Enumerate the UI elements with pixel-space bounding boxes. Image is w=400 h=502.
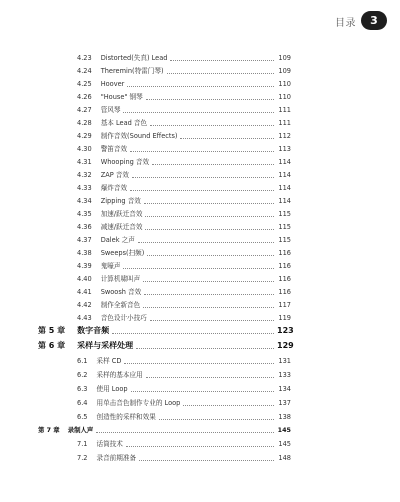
toc-entry-number: 6.4 xyxy=(77,399,88,407)
toc-entry-title: 创造性的采样和效果 xyxy=(96,413,156,421)
toc-dot-leader xyxy=(136,347,274,349)
toc-section-row[interactable] xyxy=(77,232,291,245)
toc-dot-leader xyxy=(167,72,274,74)
toc-entry-number: 4.30 xyxy=(77,145,92,153)
toc-entry-title: 鬼嚎声 xyxy=(100,262,121,270)
toc-dot-leader xyxy=(123,111,274,113)
toc-entry-page: 113 xyxy=(278,145,291,153)
toc-entry-page: 116 xyxy=(278,288,291,296)
toc-entry-page: 114 xyxy=(278,171,291,179)
toc-entry-number: 6.1 xyxy=(77,357,88,365)
toc-section-row[interactable] xyxy=(77,102,291,115)
toc-dot-leader xyxy=(126,445,274,447)
toc-entry-title: Hoover xyxy=(100,80,125,88)
toc-entry-title: Zipping 音效 xyxy=(100,197,141,205)
toc-dot-leader xyxy=(150,124,274,126)
toc-section-row[interactable] xyxy=(77,180,291,193)
toc-entry-title: 爆炸音效 xyxy=(100,184,128,192)
toc-entry-page: 133 xyxy=(278,371,291,379)
toc-section-row[interactable] xyxy=(77,50,291,63)
toc-entry-title: Theremin(特雷门琴) xyxy=(100,67,164,75)
toc-dot-leader xyxy=(170,59,274,61)
toc-entry-title: 基本 Lead 音色 xyxy=(100,119,148,127)
toc-entry-number: 4.35 xyxy=(77,210,92,218)
toc-entry-number: 4.43 xyxy=(77,314,92,322)
toc-section-row[interactable] xyxy=(77,193,291,206)
toc-entry-number: 4.42 xyxy=(77,301,92,309)
toc-entry-page: 115 xyxy=(278,210,291,218)
toc-entry-page: 123 xyxy=(277,326,294,335)
toc-dot-leader xyxy=(123,267,274,269)
toc-entry-page: 138 xyxy=(278,413,291,421)
toc-dot-leader xyxy=(145,215,274,217)
toc-section-row[interactable] xyxy=(77,141,291,154)
toc-entry-page: 145 xyxy=(277,426,291,434)
toc-section-row[interactable] xyxy=(77,271,291,284)
toc-dot-leader xyxy=(180,137,274,139)
toc-entry-title: 录制人声 xyxy=(67,426,94,434)
toc-section-row[interactable] xyxy=(77,115,291,128)
toc-entry-number: 4.26 xyxy=(77,93,92,101)
toc-entry-page: 129 xyxy=(277,341,294,350)
toc-section-row[interactable] xyxy=(77,206,291,219)
toc-entry-page: 110 xyxy=(278,80,291,88)
toc-entry-number: 4.34 xyxy=(77,197,92,205)
toc-entry-number: 4.24 xyxy=(77,67,92,75)
toc-entry-number: 4.32 xyxy=(77,171,92,179)
toc-section-row[interactable] xyxy=(77,353,291,366)
toc-entry-number: 4.39 xyxy=(77,262,92,270)
toc-dot-leader xyxy=(131,390,274,392)
toc-entry-title: Swoosh 音效 xyxy=(100,288,142,296)
toc-entry-page: 115 xyxy=(278,223,291,231)
toc-entry-title: 使用 Loop xyxy=(96,385,128,393)
toc-entry-number: 4.41 xyxy=(77,288,92,296)
toc-entry-number: 4.37 xyxy=(77,236,92,244)
toc-entry-page: 116 xyxy=(278,275,291,283)
toc-entry-title: 警笛音效 xyxy=(100,145,128,153)
toc-entry-title: 管风琴 xyxy=(100,106,121,114)
toc-dot-leader xyxy=(112,332,274,334)
toc-chapter-row[interactable] xyxy=(38,323,294,336)
toc-section-row[interactable] xyxy=(77,395,291,408)
toc-dot-leader xyxy=(145,228,274,230)
toc-dot-leader xyxy=(183,404,274,406)
toc-section-row[interactable] xyxy=(77,245,291,258)
toc-entry-number: 7.2 xyxy=(77,454,88,462)
toc-entry-page: 148 xyxy=(278,454,291,462)
toc-entry-number: 4.31 xyxy=(77,158,92,166)
toc-entry-number: 4.38 xyxy=(77,249,92,257)
page-header-title: 目录 xyxy=(335,18,356,29)
toc-entry-page: 145 xyxy=(278,440,291,448)
toc-entry-title: 用单击音色制作专业的 Loop xyxy=(96,399,181,407)
toc-dot-leader xyxy=(132,176,274,178)
toc-section-row[interactable] xyxy=(77,381,291,394)
toc-section-row[interactable] xyxy=(77,310,291,323)
toc-entry-page: 110 xyxy=(278,93,291,101)
toc-entry-page: 119 xyxy=(278,314,291,322)
toc-entry-page: 111 xyxy=(278,119,291,127)
toc-section-row[interactable] xyxy=(77,89,291,102)
toc-section-row[interactable] xyxy=(77,258,291,271)
toc-entry-title: 采样的基本应用 xyxy=(96,371,143,379)
toc-section-row[interactable] xyxy=(77,436,291,449)
toc-entry-title: Distorted(失真) Lead xyxy=(100,54,168,62)
toc-entry-page: 114 xyxy=(278,197,291,205)
toc-entry-title: 话筒技术 xyxy=(96,440,123,448)
toc-entry-page: 114 xyxy=(278,184,291,192)
toc-entry-number: 第 5 章 xyxy=(38,326,66,335)
toc-section-row[interactable] xyxy=(77,128,291,141)
toc-entry-title: 采样与采样处理 xyxy=(77,341,134,350)
toc-dot-leader xyxy=(143,306,274,308)
toc-entry-page: 114 xyxy=(278,158,291,166)
toc-dot-leader xyxy=(130,189,274,191)
toc-entry-number: 4.28 xyxy=(77,119,92,127)
toc-section-row[interactable] xyxy=(77,284,291,297)
toc-dot-leader xyxy=(147,254,274,256)
toc-chapter-row[interactable] xyxy=(38,422,291,435)
toc-entry-title: 采样 CD xyxy=(96,357,122,365)
toc-entry-title: 数字音频 xyxy=(77,326,110,335)
toc-dot-leader xyxy=(144,293,274,295)
toc-section-row[interactable] xyxy=(77,297,291,310)
toc-entry-page: 116 xyxy=(278,262,291,270)
toc-section-row[interactable] xyxy=(77,154,291,167)
toc-section-row[interactable] xyxy=(77,167,291,180)
toc-entry-page: 112 xyxy=(278,132,291,140)
toc-entry-title: "House" 钢琴 xyxy=(100,93,143,101)
toc-dot-leader xyxy=(159,418,274,420)
toc-entry-number: 4.25 xyxy=(77,80,92,88)
toc-entry-number: 6.3 xyxy=(77,385,88,393)
page-number-badge: 3 xyxy=(361,11,387,30)
toc-entry-title: Sweeps(扫频) xyxy=(100,249,145,257)
toc-entry-number: 第 7 章 xyxy=(38,426,60,434)
toc-dot-leader xyxy=(146,376,274,378)
toc-entry-number: 4.33 xyxy=(77,184,92,192)
toc-entry-page: 117 xyxy=(278,301,291,309)
toc-dot-leader xyxy=(138,241,274,243)
toc-dot-leader xyxy=(130,150,274,152)
toc-section-row[interactable] xyxy=(77,450,291,463)
toc-entry-title: 制作全新音色 xyxy=(100,301,141,309)
toc-entry-number: 6.2 xyxy=(77,371,88,379)
toc-section-row[interactable] xyxy=(77,219,291,232)
toc-section-row[interactable] xyxy=(77,63,291,76)
toc-entry-number: 4.23 xyxy=(77,54,92,62)
toc-entry-title: 录音前期准备 xyxy=(96,454,137,462)
toc-section-row[interactable] xyxy=(77,367,291,380)
toc-dot-leader xyxy=(146,98,274,100)
toc-entry-title: 制作音效(Sound Effects) xyxy=(100,132,178,140)
toc-entry-number: 6.5 xyxy=(77,413,88,421)
toc-entry-number: 4.36 xyxy=(77,223,92,231)
toc-entry-title: 减速/跃迁音效 xyxy=(100,223,143,231)
toc-entry-number: 4.29 xyxy=(77,132,92,140)
toc-entry-page: 111 xyxy=(278,106,291,114)
toc-entry-title: Dalek 之声 xyxy=(100,236,135,244)
toc-entry-title: Whooping 音效 xyxy=(100,158,150,166)
toc-entry-page: 137 xyxy=(278,399,291,407)
toc-entry-page: 109 xyxy=(278,67,291,75)
toc-chapter-row[interactable] xyxy=(38,338,294,351)
toc-entry-page: 115 xyxy=(278,236,291,244)
toc-entry-number: 4.27 xyxy=(77,106,92,114)
toc-entry-number: 4.40 xyxy=(77,275,92,283)
toc-dot-leader xyxy=(127,85,274,87)
toc-dot-leader xyxy=(144,202,274,204)
toc-dot-leader xyxy=(139,459,274,461)
toc-entry-page: 109 xyxy=(278,54,291,62)
toc-entry-page: 134 xyxy=(278,385,291,393)
toc-dot-leader xyxy=(96,431,274,433)
toc-entry-number: 7.1 xyxy=(77,440,88,448)
toc-dot-leader xyxy=(150,319,274,321)
toc-entry-title: 加速/跃迁音效 xyxy=(100,210,143,218)
toc-entry-title: 计算机啸叫声 xyxy=(100,275,141,283)
toc-entry-title: ZAP 音效 xyxy=(100,171,129,179)
toc-entry-page: 116 xyxy=(278,249,291,257)
toc-dot-leader xyxy=(124,362,274,364)
toc-entry-title: 音色设计小技巧 xyxy=(100,314,147,322)
toc-entry-page: 131 xyxy=(278,357,291,365)
toc-section-row[interactable] xyxy=(77,76,291,89)
toc-section-row[interactable] xyxy=(77,409,291,422)
toc-entry-number: 第 6 章 xyxy=(38,341,66,350)
toc-dot-leader xyxy=(152,163,274,165)
toc-dot-leader xyxy=(143,280,274,282)
